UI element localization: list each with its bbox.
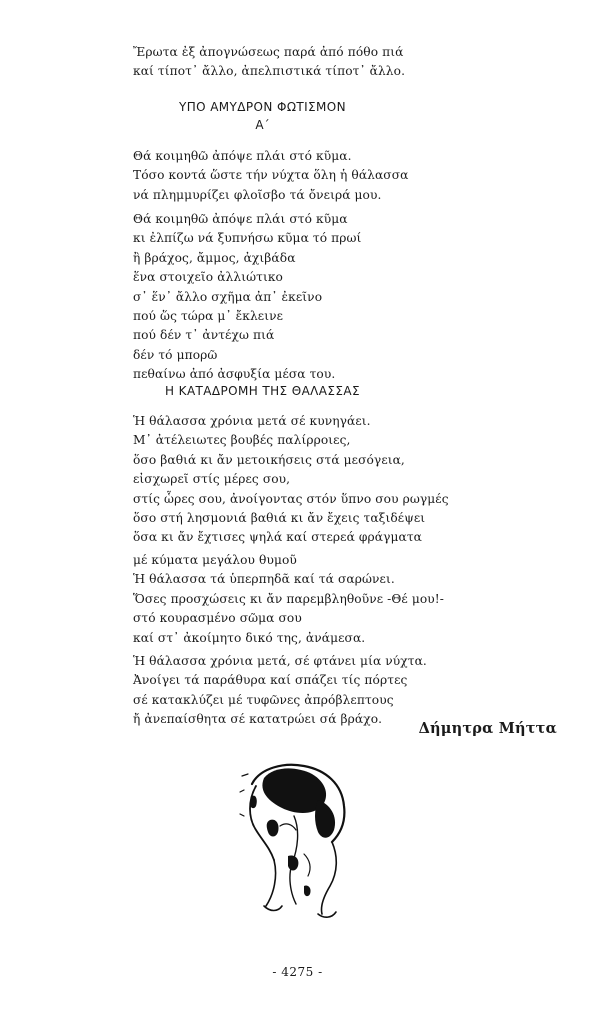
stanza	[133, 652, 553, 730]
text-line: κι ἐλπίζω νά ξυπνήσω κῦμα τό πρωί	[133, 231, 362, 246]
poem-title: Η ΚΑΤΑΔΡΟΜΗ ΤΗΣ ΘΑΛΑΣΣΑΣ	[165, 384, 360, 398]
text-line: Τόσο κοντά ὥστε τήν νύχτα ὅλη ἡ θάλασσα	[133, 168, 409, 183]
text-line: Θά κοιμηθῶ ἀπόψε πλάι στό κῦμα.	[133, 149, 352, 163]
text-line: πού δέν τ᾿ ἀντέχω πιά	[133, 328, 275, 343]
text-line: σέ κατακλύζει μέ τυφῶνες ἀπρόβλεπτους	[133, 692, 394, 707]
text-line: Ἡ θάλασσα χρόνια μετά, σέ φτάνει μία νύχτα.	[133, 654, 427, 668]
ink-drawing-illustration	[234, 756, 358, 922]
text-line: Θά κοιμηθῶ ἀπόψε πλάι στό κῦμα	[133, 212, 348, 226]
text-line: Ἀνοίγει τά παράθυρα καί σπάζει τίς πόρτες	[133, 673, 408, 688]
text-line: Ἡ θάλασσα χρόνια μετά σέ κυνηγάει.	[133, 414, 371, 428]
text-line: μέ κύματα μεγάλου θυμοῦ	[133, 553, 297, 567]
text-line: ὅσο στή λησμονιά βαθιά κι ἄν ἔχεις ταξιδέψει	[133, 511, 426, 526]
stanza	[133, 147, 553, 205]
text-line: εἰσχωρεῖ στίς μέρες σου,	[133, 472, 291, 487]
text-line: Μ᾿ ἀτέλειωτες βουβές παλίρροιες,	[133, 433, 351, 448]
poem-subtitle: Α΄	[255, 118, 270, 132]
stanza	[133, 412, 553, 548]
text-line: νά πλημμυρίζει φλοῖσβο τά ὄνειρά μου.	[133, 187, 382, 202]
author-signature: Δήμητρα Μήττα	[418, 720, 557, 737]
text-line: Ἔρωτα ἐξ ἀπογνώσεως παρά ἀπό πόθο πιά	[133, 45, 404, 59]
text-line: ἢ βράχος, ἄμμος, ἀχιβάδα	[133, 250, 296, 265]
stanza	[133, 210, 553, 385]
text-line: ἤ ἀνεπαίσθητα σέ κατατρώει σά βράχο.	[133, 712, 383, 727]
text-line: δέν τό μπορῶ	[133, 347, 218, 362]
text-line: καί τίποτ᾿ ἄλλο, ἀπελπιστικά τίποτ᾿ ἄλλο.	[133, 64, 406, 79]
text-line: στίς ὧρες σου, ἀνοίγοντας στόν ὕπνο σου ρωγμές	[133, 491, 449, 506]
text-line: ἕνα στοιχεῖο ἀλλιώτικο	[133, 270, 283, 285]
text-line: καί στ᾿ ἀκοίμητο δικό της, ἀνάμεσα.	[133, 630, 366, 645]
text-line: σ᾿ ἕν᾿ ἄλλο σχῆμα ἀπ᾿ ἐκεῖνο	[133, 289, 323, 304]
page-number: - 4275 -	[272, 965, 323, 979]
poem-title: ΥΠΟ ΑΜΥΔΡΟΝ ΦΩΤΙΣΜΟΝ	[178, 100, 347, 114]
text-line: πού ὥς τώρα μ᾿ ἔκλεινε	[133, 309, 284, 324]
text-line: πεθαίνω ἀπό ἀσφυξία μέσα του.	[133, 367, 336, 382]
text-line: ὅσα κι ἄν ἔχτισες ψηλά καί στερεά φράγματα	[133, 530, 423, 545]
text-line: Ὅσες προσχώσεις κι ἄν παρεμβληθοῦνε -Θέ μου!-	[133, 591, 445, 606]
intro-lines	[133, 43, 553, 82]
text-line: ὅσο βαθιά κι ἄν μετοικήσεις στά μεσόγεια,	[133, 452, 405, 467]
text-line: στό κουρασμένο σῶμα σου	[133, 611, 302, 626]
text-line: Ἡ θάλασσα τά ὑπερπηδᾶ καί τά σαρώνει.	[133, 572, 395, 587]
stanza	[133, 551, 553, 648]
